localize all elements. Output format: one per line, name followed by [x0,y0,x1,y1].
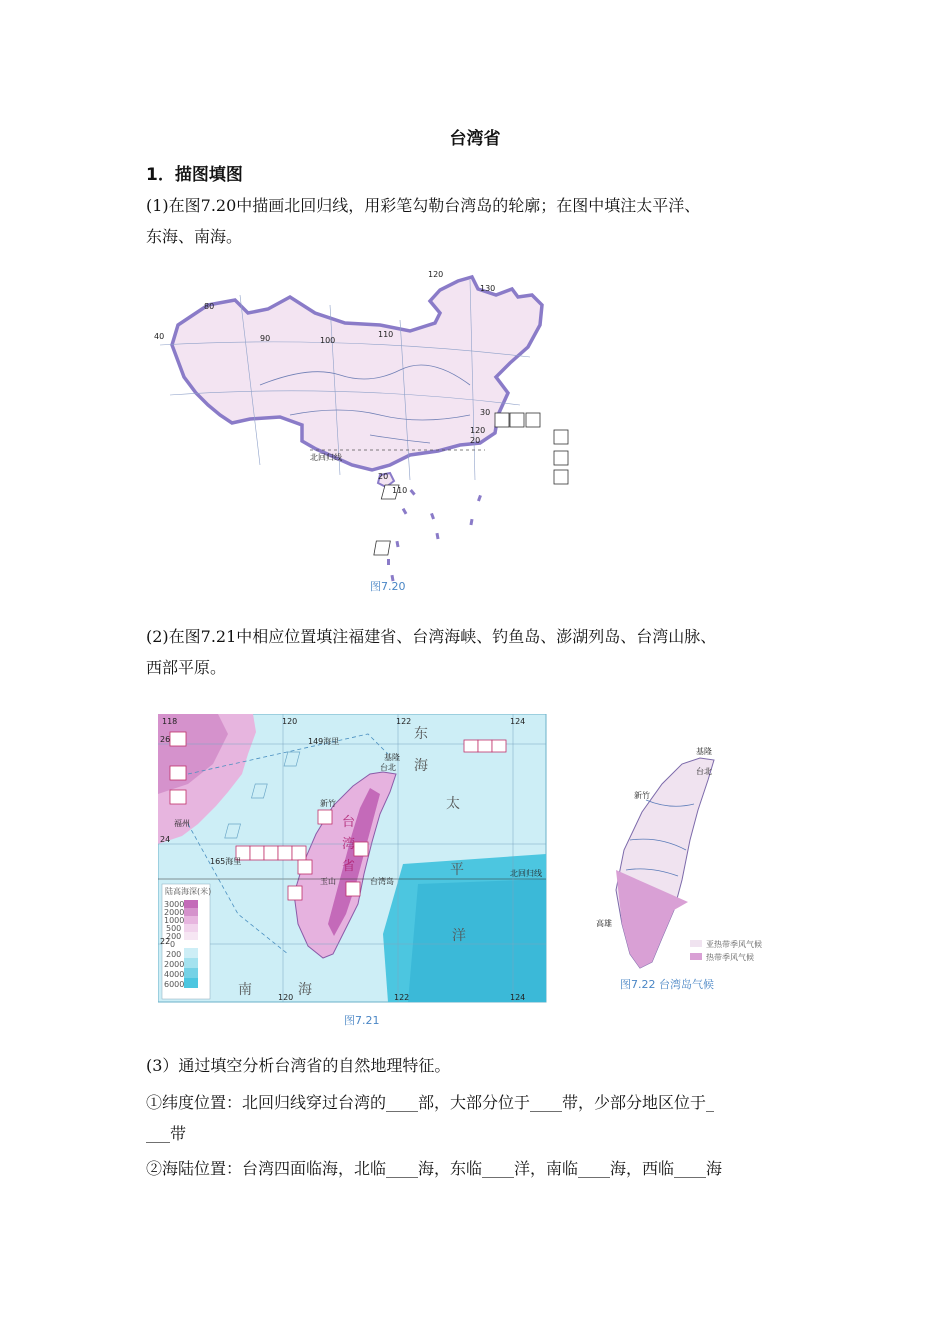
sea-label: 南 [238,982,252,998]
place-label: 基隆 [696,747,712,756]
lon-label: 122 [394,993,410,1002]
sea-label: 海 [298,982,312,998]
lat-label: 22 [160,937,171,946]
lon-label: 90 [260,334,271,343]
lon-label: 100 [320,336,336,345]
place-label: 新竹 [320,799,336,808]
page-title: 台湾省 [449,129,501,149]
legend-sea-level: 4000 [164,970,185,979]
isobath-label: 149海里 [308,737,340,746]
climate-legend [690,939,762,962]
place-label: 玉山 [320,877,336,886]
question-1-line-2: 东海、南海。 [146,227,243,246]
china-map [140,265,590,600]
figure-caption: 图7.22 台湾岛气候 [620,978,714,991]
legend-sea-level: 6000 [164,980,185,989]
tropic-label: 北回归线 [510,869,542,878]
taiwan-climate-map [590,740,800,1000]
sea-label: 东 [414,726,428,742]
taiwan-map [158,714,550,1030]
question-3-item-1-line-2: ___带 [146,1124,187,1143]
lon-label: 120 [278,993,294,1002]
lon-label: 118 [162,717,178,726]
legend-land-level: 3000 [164,900,185,909]
question-3-item-1-line-1: ①纬度位置：北回归线穿过台湾的____部，大部分位于____带，少部分地区位于_ [146,1093,715,1112]
question-3 [146,1050,818,1184]
figure-caption: 图7.21 [344,1014,380,1027]
legend-land-level: 200 [166,932,182,941]
legend-sea-level: 200 [166,950,182,959]
lat-label: 30 [480,408,491,417]
lon-label: 110 [392,486,408,495]
sea-label: 海 [414,758,428,774]
lon-label: 122 [396,717,412,726]
legend-land-level: 1000 [164,916,185,925]
lon-label: 110 [378,330,394,339]
island-label: 台 [342,815,356,830]
legend-label: 热带季风气候 [706,953,754,962]
sea-label: 洋 [452,928,466,944]
question-1-line-1: (1)在图7.20中描画北回归线，用彩笔勾勒台湾岛的轮廓；在图中填注太平洋、 [146,196,701,215]
legend-swatch-tropical [690,953,702,960]
island-label: 省 [342,859,356,874]
south-sea-dashes [387,489,482,581]
lon-label: 120 [282,717,298,726]
question-2-line-2: 西部平原。 [146,658,227,677]
question-3-item-2: ②海陆位置：台湾四面临海，北临____海，东临____洋，南临____海，西临____海 [146,1159,723,1178]
legend-title: 陆高海深(米) [165,887,212,896]
island-label: 湾 [342,837,356,852]
sea-label: 平 [450,862,464,878]
lat-label: 20 [470,436,481,445]
sea-label: 太 [446,796,460,812]
place-label: 新竹 [634,791,650,800]
figure-caption: 图7.20 [370,580,406,593]
question-2 [146,621,818,683]
legend-land-level: 500 [166,924,182,933]
lon-label: 120 [470,426,486,435]
lon-label: 124 [510,717,526,726]
section-heading: 1．描图填图 [146,165,243,185]
place-label: 基隆 [384,753,400,762]
lon-label: 130 [480,284,496,293]
lat-label: 26 [160,735,171,744]
isobath-label: 165海里 [210,857,242,866]
question-2-line-1: (2)在图7.21中相应位置填注福建省、台湾海峡、钓鱼岛、澎湖列岛、台湾山脉、 [146,627,717,646]
lon-label: 120 [428,270,444,279]
place-label: 台北 [696,767,712,776]
lon-label: 124 [510,993,526,1002]
lon-label: 80 [204,302,215,311]
legend-swatch-subtropical [690,940,702,947]
place-label: 高雄 [596,919,612,928]
place-label: 台北 [380,763,396,772]
legend-sea-level: 2000 [164,960,185,969]
lat-label: 40 [154,332,165,341]
lat-label: 24 [160,835,171,844]
tropic-label: 北回归线 [310,453,342,462]
legend-label: 亚热带季风气候 [706,940,762,949]
place-label: 福州 [174,819,190,828]
legend-land-level: 2000 [164,908,185,917]
question-1 [146,190,818,252]
deeper-sea [408,879,546,1002]
place-label: 台湾岛 [370,877,394,886]
legend-land-level: 0 [170,940,176,949]
china-landmass [172,277,542,470]
island-labels [342,815,355,874]
lat-label: 20 [378,472,389,481]
question-3-intro: (3）通过填空分析台湾省的自然地理特征。 [146,1056,451,1075]
